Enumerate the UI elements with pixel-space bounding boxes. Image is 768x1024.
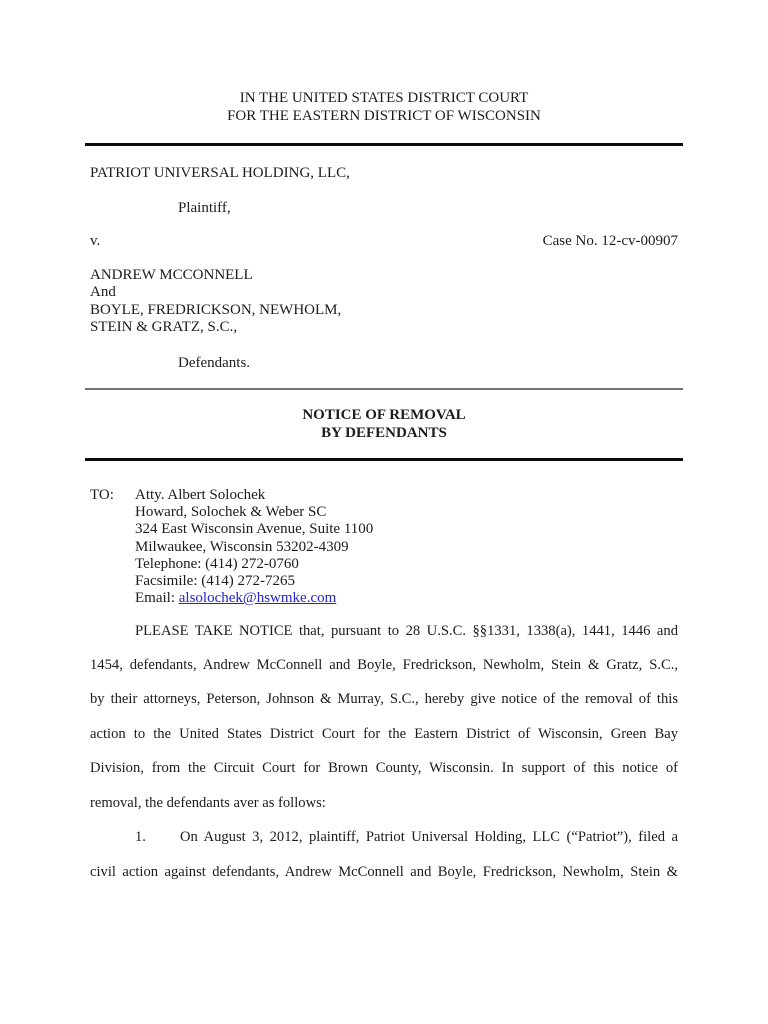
document-title-line-2: BY DEFENDANTS	[321, 425, 447, 441]
court-header-line-2: FOR THE EASTERN DISTRICT OF WISCONSIN	[227, 108, 541, 124]
defendant-name-line: STEIN & GRATZ, S.C.,	[90, 319, 238, 335]
to-label: TO:	[90, 487, 114, 503]
court-header-line-1: IN THE UNITED STATES DISTRICT COURT	[239, 90, 529, 106]
body-paragraph-line: by their attorneys, Peterson, Johnson & Murray, S.C., hereby give notice of the removal of this	[90, 691, 678, 707]
versus-label: v.	[90, 233, 101, 249]
header-divider-line	[85, 143, 683, 146]
recipient-facsimile: Facsimile: (414) 272-7265	[135, 573, 295, 589]
recipient-street-address: 324 East Wisconsin Avenue, Suite 1100	[135, 521, 374, 537]
email-link[interactable]: alsolochek@hswmke.com	[178, 590, 337, 606]
numbered-paragraph-line	[90, 828, 678, 847]
numbered-paragraph-line: civil action against defendants, Andrew McConnell and Boyle, Fredrickson, Newholm, Stein &	[90, 864, 678, 880]
recipient-firm-name: Howard, Solochek & Weber SC	[135, 504, 327, 520]
defendants-role: Defendants.	[178, 355, 251, 371]
caption-divider-line	[85, 388, 683, 390]
paragraph-number: 1.	[135, 829, 146, 845]
recipient-attorney-name: Atty. Albert Solochek	[135, 487, 266, 503]
case-number: Case No. 12-cv-00907	[542, 233, 678, 249]
body-paragraph-line: action to the United States District Court for the Eastern District of Wisconsin, Green Bay	[90, 726, 678, 742]
recipient-telephone: Telephone: (414) 272-0760	[135, 556, 299, 572]
email-label: Email:	[135, 590, 179, 606]
body-paragraph-line: PLEASE TAKE NOTICE that, pursuant to 28 U.S.C. §§1331, 1338(a), 1441, 1446 and	[135, 623, 678, 639]
plaintiff-role: Plaintiff,	[178, 200, 231, 216]
defendant-name-line: ANDREW MCCONNELL	[90, 267, 253, 283]
body-paragraph-line: removal, the defendants aver as follows:	[90, 795, 326, 811]
numbered-paragraph-text: On August 3, 2012, plaintiff, Patriot Universal Holding, LLC (“Patriot”), filed a	[180, 829, 678, 845]
title-divider-line	[85, 458, 683, 461]
recipient-city-state-zip: Milwaukee, Wisconsin 53202-4309	[135, 539, 349, 555]
plaintiff-name: PATRIOT UNIVERSAL HOLDING, LLC,	[90, 165, 350, 181]
document-title-line-1: NOTICE OF REMOVAL	[302, 407, 466, 423]
body-paragraph-line: 1454, defendants, Andrew McConnell and Boyle, Fredrickson, Newholm, Stein & Gratz, S.C.,	[90, 657, 678, 673]
recipient-email-line	[135, 589, 336, 607]
defendant-name-line: BOYLE, FREDRICKSON, NEWHOLM,	[90, 302, 342, 318]
defendant-name-line: And	[90, 284, 116, 300]
body-paragraph-line: Division, from the Circuit Court for Brown County, Wisconsin. In support of this notice of	[90, 760, 678, 776]
